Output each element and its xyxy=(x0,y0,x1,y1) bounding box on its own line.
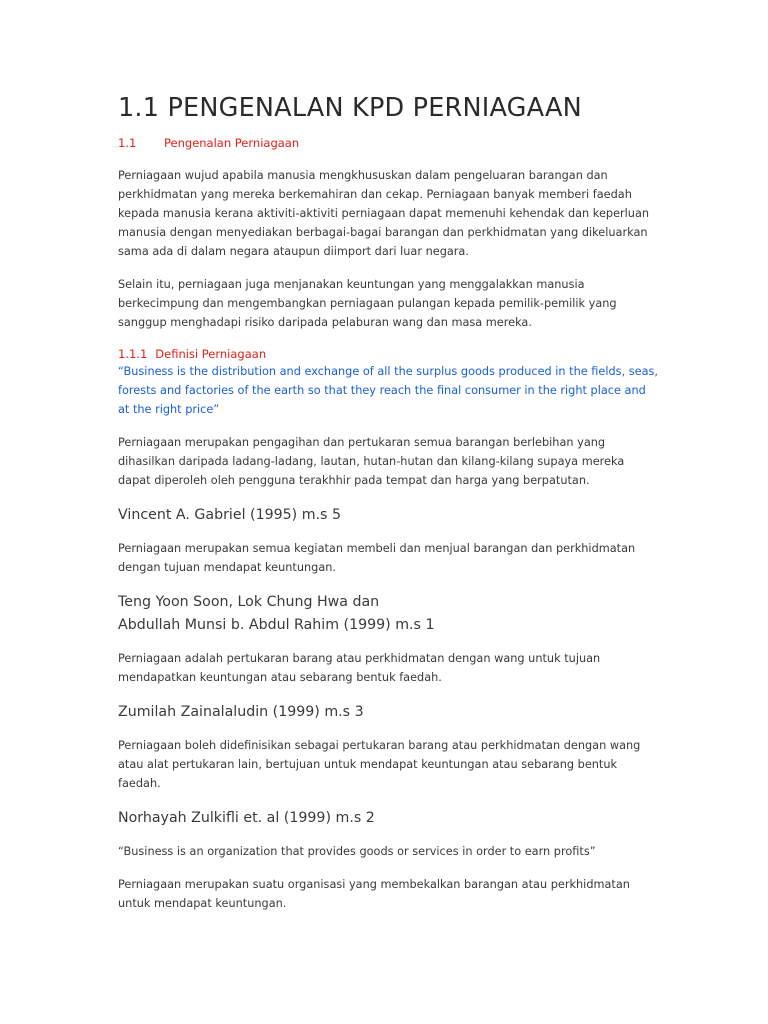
author-citation-2 xyxy=(118,591,658,637)
author-citation-4: Norhayah Zulkifli et. al (1999) m.s 2 xyxy=(118,810,375,826)
intro-paragraph-1: Perniagaan wujud apabila manusia mengkhususkan dalam pengeluaran barangan dan perkhidmatan yang mereka berkemahiran dan cekap. Perniagaan banyak memberi faedah kepada manusia kerana aktiviti-aktiviti perniagaan dapat memenuhi kehendak dan keperluan manusia dengan menyediakan berbagai-bagai barangan dan perkhidmatan yang dikeluarkan sama ada di dalam negara ataupun diimport dari luar negara. xyxy=(118,169,650,258)
subsection-label: Definisi Perniagaan xyxy=(155,347,267,361)
english-definition-quote: “Business is the distribution and exchange of all the surplus goods produced in the fields, seas, forests and factories of the earth so that they reach the final consumer in the right place and at the right price” xyxy=(118,365,658,416)
subsection-heading xyxy=(118,346,658,362)
section-heading xyxy=(118,135,658,151)
author-citation-1: Vincent A. Gabriel (1995) m.s 5 xyxy=(118,507,341,523)
intro-paragraph-2: Selain itu, perniagaan juga menjanakan keuntungan yang menggalakkan manusia berkecimpung dan mengembangkan perniagaan pulangan kepada pemilik-pemilik yang sanggup menghadapi risiko daripada pelaburan wang dan masa mereka. xyxy=(118,278,617,329)
document-content xyxy=(118,92,658,927)
definition-3: Perniagaan adalah pertukaran barang atau perkhidmatan dengan wang untuk tujuan mendapatkan keuntungan atau sebarang bentuk faedah. xyxy=(118,652,601,684)
definition-translation: Perniagaan merupakan pengagihan dan pertukaran semua barangan berlebihan yang dihasilkan daripada ladang-ladang, lautan, hutan-hutan dan kilang-kilang supaya mereka dapat diperoleh oleh pengguna terakhhir pada tempat dan harga yang berpatutan. xyxy=(118,436,625,487)
section-number: 1.1 xyxy=(118,136,137,150)
definition-4: Perniagaan boleh didefinisikan sebagai pertukaran barang atau perkhidmatan dengan wang atau alat pertukaran lain, bertujuan untuk mendapat keuntungan atau sebarang bentuk faedah. xyxy=(118,739,641,790)
author-citation-2-line-2: Abdullah Munsi b. Abdul Rahim (1999) m.s 1 xyxy=(118,617,435,633)
author-citation-2-line-1: Teng Yoon Soon, Lok Chung Hwa dan xyxy=(118,594,380,610)
definition-2: Perniagaan merupakan semua kegiatan membeli dan menjual barangan dan perkhidmatan dengan tujuan mendapat keuntungan. xyxy=(118,542,636,574)
subsection-number: 1.1.1 xyxy=(118,347,148,361)
page-title: 1.1 PENGENALAN KPD PERNIAGAAN xyxy=(118,93,582,123)
author-citation-3: Zumilah Zainalaludin (1999) m.s 3 xyxy=(118,704,364,720)
english-quote-2: “Business is an organization that provides goods or services in order to earn profits” xyxy=(118,845,596,858)
definition-5: Perniagaan merupakan suatu organisasi yang membekalkan barangan atau perkhidmatan untuk mendapat keuntungan. xyxy=(118,878,630,910)
section-label: Pengenalan Perniagaan xyxy=(164,136,300,150)
